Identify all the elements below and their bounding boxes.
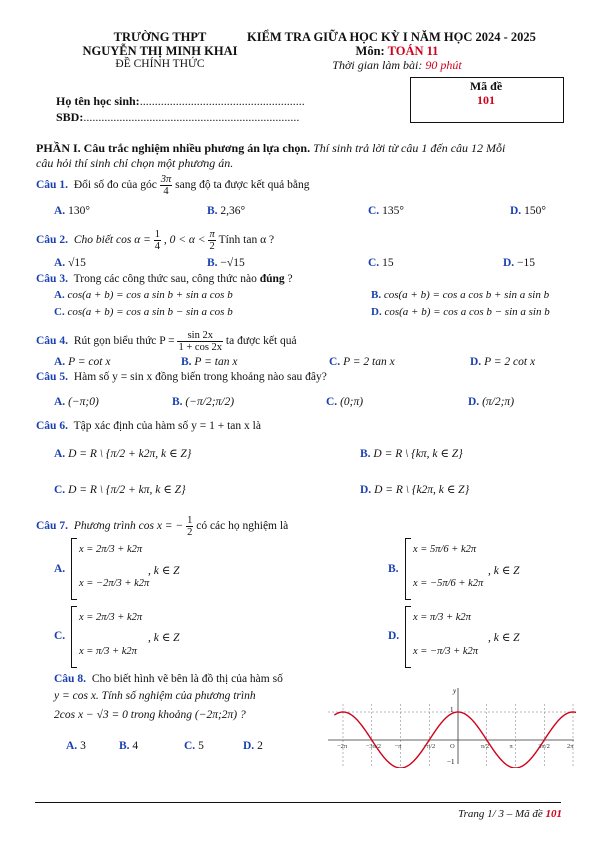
exam-code-value: 101: [477, 93, 495, 107]
system-bracket: [405, 606, 411, 668]
question-2-text-c: Tính tan α ?: [218, 234, 275, 247]
option-label: A.: [54, 563, 66, 575]
fraction-numerator: π: [209, 229, 215, 240]
part1-title: PHẦN I. Câu trắc nghiệm nhiều phương án lựa chọn.: [36, 141, 311, 155]
question-8-line-1: [54, 673, 283, 685]
option-value: 15: [382, 257, 394, 269]
question-4: [36, 330, 297, 353]
q6-option-b[interactable]: [360, 446, 463, 460]
question-2: [36, 229, 274, 252]
cosine-graph: [326, 684, 576, 768]
fraction-denominator: 4: [163, 186, 169, 197]
option-value: D = R \ {π/2 + k2π, k ∈ Z}: [68, 448, 192, 460]
question-7-text-b: có các họ nghiệm là: [196, 520, 289, 533]
option-label: B.: [207, 205, 218, 217]
sbd-dots: ........................................................................: [83, 110, 300, 124]
question-8-label: Câu 8.: [54, 673, 86, 685]
q7-option-c-system[interactable]: [71, 606, 141, 668]
option-label: C.: [54, 484, 66, 496]
question-4-fraction: [177, 330, 223, 353]
q7-option-a-system[interactable]: [71, 538, 150, 600]
fraction-denominator: 4: [154, 241, 160, 252]
question-6-text-a: Tập xác định của hàm số y = 1 + tan x là: [73, 420, 261, 432]
option-value: P = 2 tan x: [343, 356, 395, 368]
q3-option-b[interactable]: [371, 289, 549, 301]
fraction-numerator: 3π: [160, 174, 172, 185]
q8-option-d[interactable]: [243, 740, 263, 752]
option-label: A.: [54, 257, 66, 269]
subject-value: TOÁN 11: [387, 44, 439, 58]
time-label: Thời gian làm bài:: [332, 58, 426, 72]
part1-heading: [36, 141, 505, 156]
option-value: 130°: [68, 205, 90, 217]
option-value: (−π/2;π/2): [185, 396, 235, 408]
option-label: B.: [360, 448, 371, 460]
system-bracket: [405, 538, 411, 600]
q1-option-c[interactable]: [368, 205, 404, 217]
q7-option-a-label[interactable]: [54, 563, 65, 575]
q7-option-b-tail: , k ∈ Z: [488, 565, 520, 577]
option-label: D.: [360, 484, 372, 496]
footer-page-info: [458, 808, 562, 820]
q4-option-a[interactable]: [54, 356, 110, 368]
x-tick-label: −3π/2: [365, 743, 382, 750]
time-line: [247, 58, 547, 73]
question-2-label: Câu 2.: [36, 234, 68, 247]
question-1-text-b: sang độ ta được kết quả bằng: [175, 179, 310, 192]
question-7-fraction: [186, 515, 193, 538]
q7-option-d-system[interactable]: [405, 606, 485, 668]
subject-line: [247, 44, 547, 59]
q6-option-a[interactable]: [54, 446, 191, 460]
option-value: 4: [132, 740, 139, 752]
school-name-line1: TRƯỜNG THPT: [113, 30, 207, 44]
option-value: D = R \ {π/2 + kπ, k ∈ Z}: [68, 484, 186, 496]
q8-option-b[interactable]: [119, 740, 138, 752]
q2-option-c[interactable]: [368, 257, 394, 269]
y-bottom-label: −1: [447, 758, 455, 766]
x-tick-label: −π: [394, 743, 402, 750]
footer-code: 101: [545, 808, 562, 820]
q7-option-c-tail: , k ∈ Z: [148, 632, 180, 644]
q7-option-d-tail: , k ∈ Z: [488, 632, 520, 644]
tick-labels: [337, 743, 574, 750]
option-value: 5: [198, 740, 204, 752]
option-value: D = R \ {k2π, k ∈ Z}: [374, 484, 470, 496]
option-label: A.: [54, 396, 66, 408]
sbd-line[interactable]: [56, 110, 299, 125]
question-1-label: Câu 1.: [36, 179, 68, 192]
option-value: P = 2 cot x: [484, 356, 536, 368]
fraction-numerator: sin 2x: [177, 330, 223, 342]
question-6-label: Câu 6.: [36, 420, 68, 432]
option-value: √15: [68, 257, 86, 269]
q6-option-d[interactable]: [360, 482, 469, 496]
option-label: A.: [54, 448, 66, 460]
question-2-fraction-1: [154, 229, 161, 252]
question-4-text-b: ta được kết quả: [225, 335, 297, 348]
option-label: C.: [326, 396, 338, 408]
sbd-label: SBD:: [56, 110, 84, 124]
system-line-2: x = −2π/3 + k2π: [79, 578, 150, 589]
option-label: D.: [243, 740, 255, 752]
student-name-line[interactable]: [56, 94, 305, 109]
system-bracket: [71, 606, 77, 668]
student-name-label: Họ tên học sinh:: [56, 94, 140, 108]
option-label: D.: [388, 630, 400, 642]
x-tick-label: O: [450, 743, 455, 750]
system-line-1: x = 5π/6 + k2π: [413, 544, 477, 555]
q7-option-b-label[interactable]: [388, 563, 399, 575]
option-value: 3: [80, 740, 86, 752]
option-label: C.: [368, 257, 380, 269]
q8-option-a[interactable]: [66, 740, 86, 752]
q5-option-d[interactable]: [468, 396, 514, 408]
footer-divider: [35, 802, 561, 803]
option-value: (0;π): [340, 396, 364, 408]
y-top-label: 1: [450, 706, 454, 714]
fraction-numerator: 1: [154, 229, 160, 240]
question-5-text-a: Hàm số y = sin x đồng biến trong khoảng nào sau đây?: [73, 371, 327, 383]
q7-option-a-tail: , k ∈ Z: [148, 565, 180, 577]
system-line-2: x = −π/3 + k2π: [413, 646, 479, 657]
q1-option-b[interactable]: [207, 205, 245, 217]
question-4-text-a: Rút gọn biểu thức P =: [73, 335, 175, 348]
option-value: 2: [257, 740, 263, 752]
option-label: A.: [54, 205, 66, 217]
option-value: −15: [517, 257, 536, 269]
system-line-2: x = π/3 + k2π: [79, 646, 137, 657]
q2-option-a[interactable]: [54, 257, 86, 269]
option-value: D = R \ {kπ, k ∈ Z}: [373, 448, 463, 460]
option-label: D.: [510, 205, 522, 217]
option-label: A.: [66, 740, 78, 752]
part1-instruction-2: câu hỏi thí sinh chỉ chọn một phương án.: [36, 156, 234, 170]
q7-option-d-label[interactable]: [388, 630, 399, 642]
option-value: (−π;0): [68, 396, 99, 408]
question-1-text-a: Đổi số đo của góc: [73, 179, 157, 192]
system-line-1: x = 2π/3 + k2π: [79, 612, 143, 623]
option-value: P = cot x: [68, 356, 111, 368]
q3-option-c[interactable]: [54, 306, 233, 318]
q3-option-a[interactable]: [54, 289, 233, 301]
question-5: [36, 371, 327, 383]
part1-instruction-1: Thí sinh trả lời từ câu 1 đến câu 12 Mỗi: [310, 141, 506, 155]
question-2-text-b: , 0 < α <: [163, 234, 206, 247]
fraction-denominator: 2: [209, 241, 215, 252]
q5-option-b[interactable]: [172, 396, 234, 408]
option-label: B.: [181, 356, 192, 368]
q4-option-b[interactable]: [181, 356, 237, 368]
option-value: (π/2;π): [482, 396, 515, 408]
option-value: 2,36°: [220, 205, 246, 217]
x-tick-label: 3π/2: [538, 743, 550, 750]
question-2-fraction-2: [208, 229, 215, 252]
option-label: B.: [207, 257, 218, 269]
option-label: B.: [119, 740, 130, 752]
exam-title: KIỂM TRA GIỮA HỌC KỲ I NĂM HỌC 2024 - 2025: [247, 30, 536, 44]
option-label: D.: [503, 257, 515, 269]
q5-option-c[interactable]: [326, 396, 363, 408]
x-tick-label: π/2: [480, 743, 490, 750]
option-label: B.: [388, 563, 399, 575]
question-3-label: Câu 3.: [36, 273, 68, 285]
student-name-dots: .......................................................: [139, 94, 305, 108]
question-3-bold: đúng: [259, 273, 285, 285]
option-label: D.: [468, 396, 480, 408]
question-5-label: Câu 5.: [36, 371, 68, 383]
q2-option-d[interactable]: [503, 257, 535, 269]
exam-code-label: Mã đề: [469, 79, 503, 93]
question-6: [36, 420, 261, 432]
system-line-1: x = π/3 + k2π: [413, 612, 471, 623]
question-8-text-1: Cho biết hình vẽ bên là đồ thị của hàm số: [91, 673, 283, 685]
option-value: −√15: [220, 257, 245, 269]
time-value: 90 phút: [425, 58, 462, 72]
option-label: D.: [470, 356, 482, 368]
option-value: 135°: [382, 205, 404, 217]
option-value: cos(a + b) = cos a cos b + sin a sin b: [383, 289, 550, 301]
question-8-line-3: 2cos x − √3 = 0 trong khoảng (−2π;2π) ?: [54, 709, 246, 721]
system-line-1: x = 2π/3 + k2π: [79, 544, 143, 555]
question-1: [36, 174, 309, 197]
q5-option-a[interactable]: [54, 396, 99, 408]
option-label: B.: [371, 289, 382, 301]
question-3-text-b: ?: [287, 273, 293, 285]
option-label: C.: [184, 740, 196, 752]
q4-option-c[interactable]: [329, 356, 395, 368]
q1-option-a[interactable]: [54, 205, 90, 217]
question-3: [36, 273, 293, 285]
option-label: C.: [54, 306, 65, 318]
q3-option-d[interactable]: [371, 306, 550, 318]
x-tick-label: 2π: [567, 743, 574, 750]
question-8-line-2: y = cos x. Tính số nghiệm của phương trình: [54, 690, 256, 702]
option-label: A.: [54, 289, 65, 301]
question-4-label: Câu 4.: [36, 335, 68, 348]
x-tick-label: −π/2: [423, 743, 436, 750]
option-label: C.: [54, 630, 66, 642]
system-line-2: x = −5π/6 + k2π: [413, 578, 484, 589]
option-label: C.: [329, 356, 341, 368]
option-label: B.: [172, 396, 183, 408]
q2-option-b[interactable]: [207, 257, 245, 269]
question-7-label: Câu 7.: [36, 520, 68, 533]
x-tick-label: π: [509, 743, 513, 750]
option-value: cos(a + b) = cos a cos b − sin a sin b: [384, 306, 550, 318]
q7-option-c-label[interactable]: [54, 630, 65, 642]
q1-option-d[interactable]: [510, 205, 546, 217]
question-3-text-a: Trong các công thức sau, công thức nào: [73, 273, 257, 285]
question-7-text-a: Phương trình cos x = −: [73, 520, 184, 533]
question-7: [36, 515, 288, 538]
official-label: ĐỀ CHÍNH THỨC: [115, 58, 205, 70]
q7-option-b-system[interactable]: [405, 538, 485, 600]
option-value: 150°: [524, 205, 546, 217]
y-axis-label: y: [453, 687, 457, 695]
school-name-line2: NGUYỄN THỊ MINH KHAI: [82, 44, 238, 58]
footer-page-text: Trang 1/ 3 – Mã đề: [458, 808, 546, 820]
option-label: D.: [371, 306, 382, 318]
fraction-denominator: 1 + cos 2x: [178, 342, 223, 353]
option-value: cos(a + b) = cos a sin b − sin a cos b: [67, 306, 233, 318]
system-bracket: [71, 538, 77, 600]
q4-option-d[interactable]: [470, 356, 535, 368]
option-label: A.: [54, 356, 66, 368]
q8-option-c[interactable]: [184, 740, 204, 752]
fraction-numerator: 1: [187, 515, 193, 526]
x-tick-label: −2π: [337, 743, 348, 750]
option-value: cos(a + b) = cos a sin b + sin a cos b: [67, 289, 233, 301]
question-2-text-a: Cho biết cos α =: [73, 234, 151, 247]
option-label: C.: [368, 205, 380, 217]
fraction-denominator: 2: [187, 527, 193, 538]
subject-label: Môn:: [355, 44, 388, 58]
option-value: P = tan x: [194, 356, 238, 368]
question-1-fraction: [160, 174, 173, 197]
q6-option-c[interactable]: [54, 482, 186, 496]
